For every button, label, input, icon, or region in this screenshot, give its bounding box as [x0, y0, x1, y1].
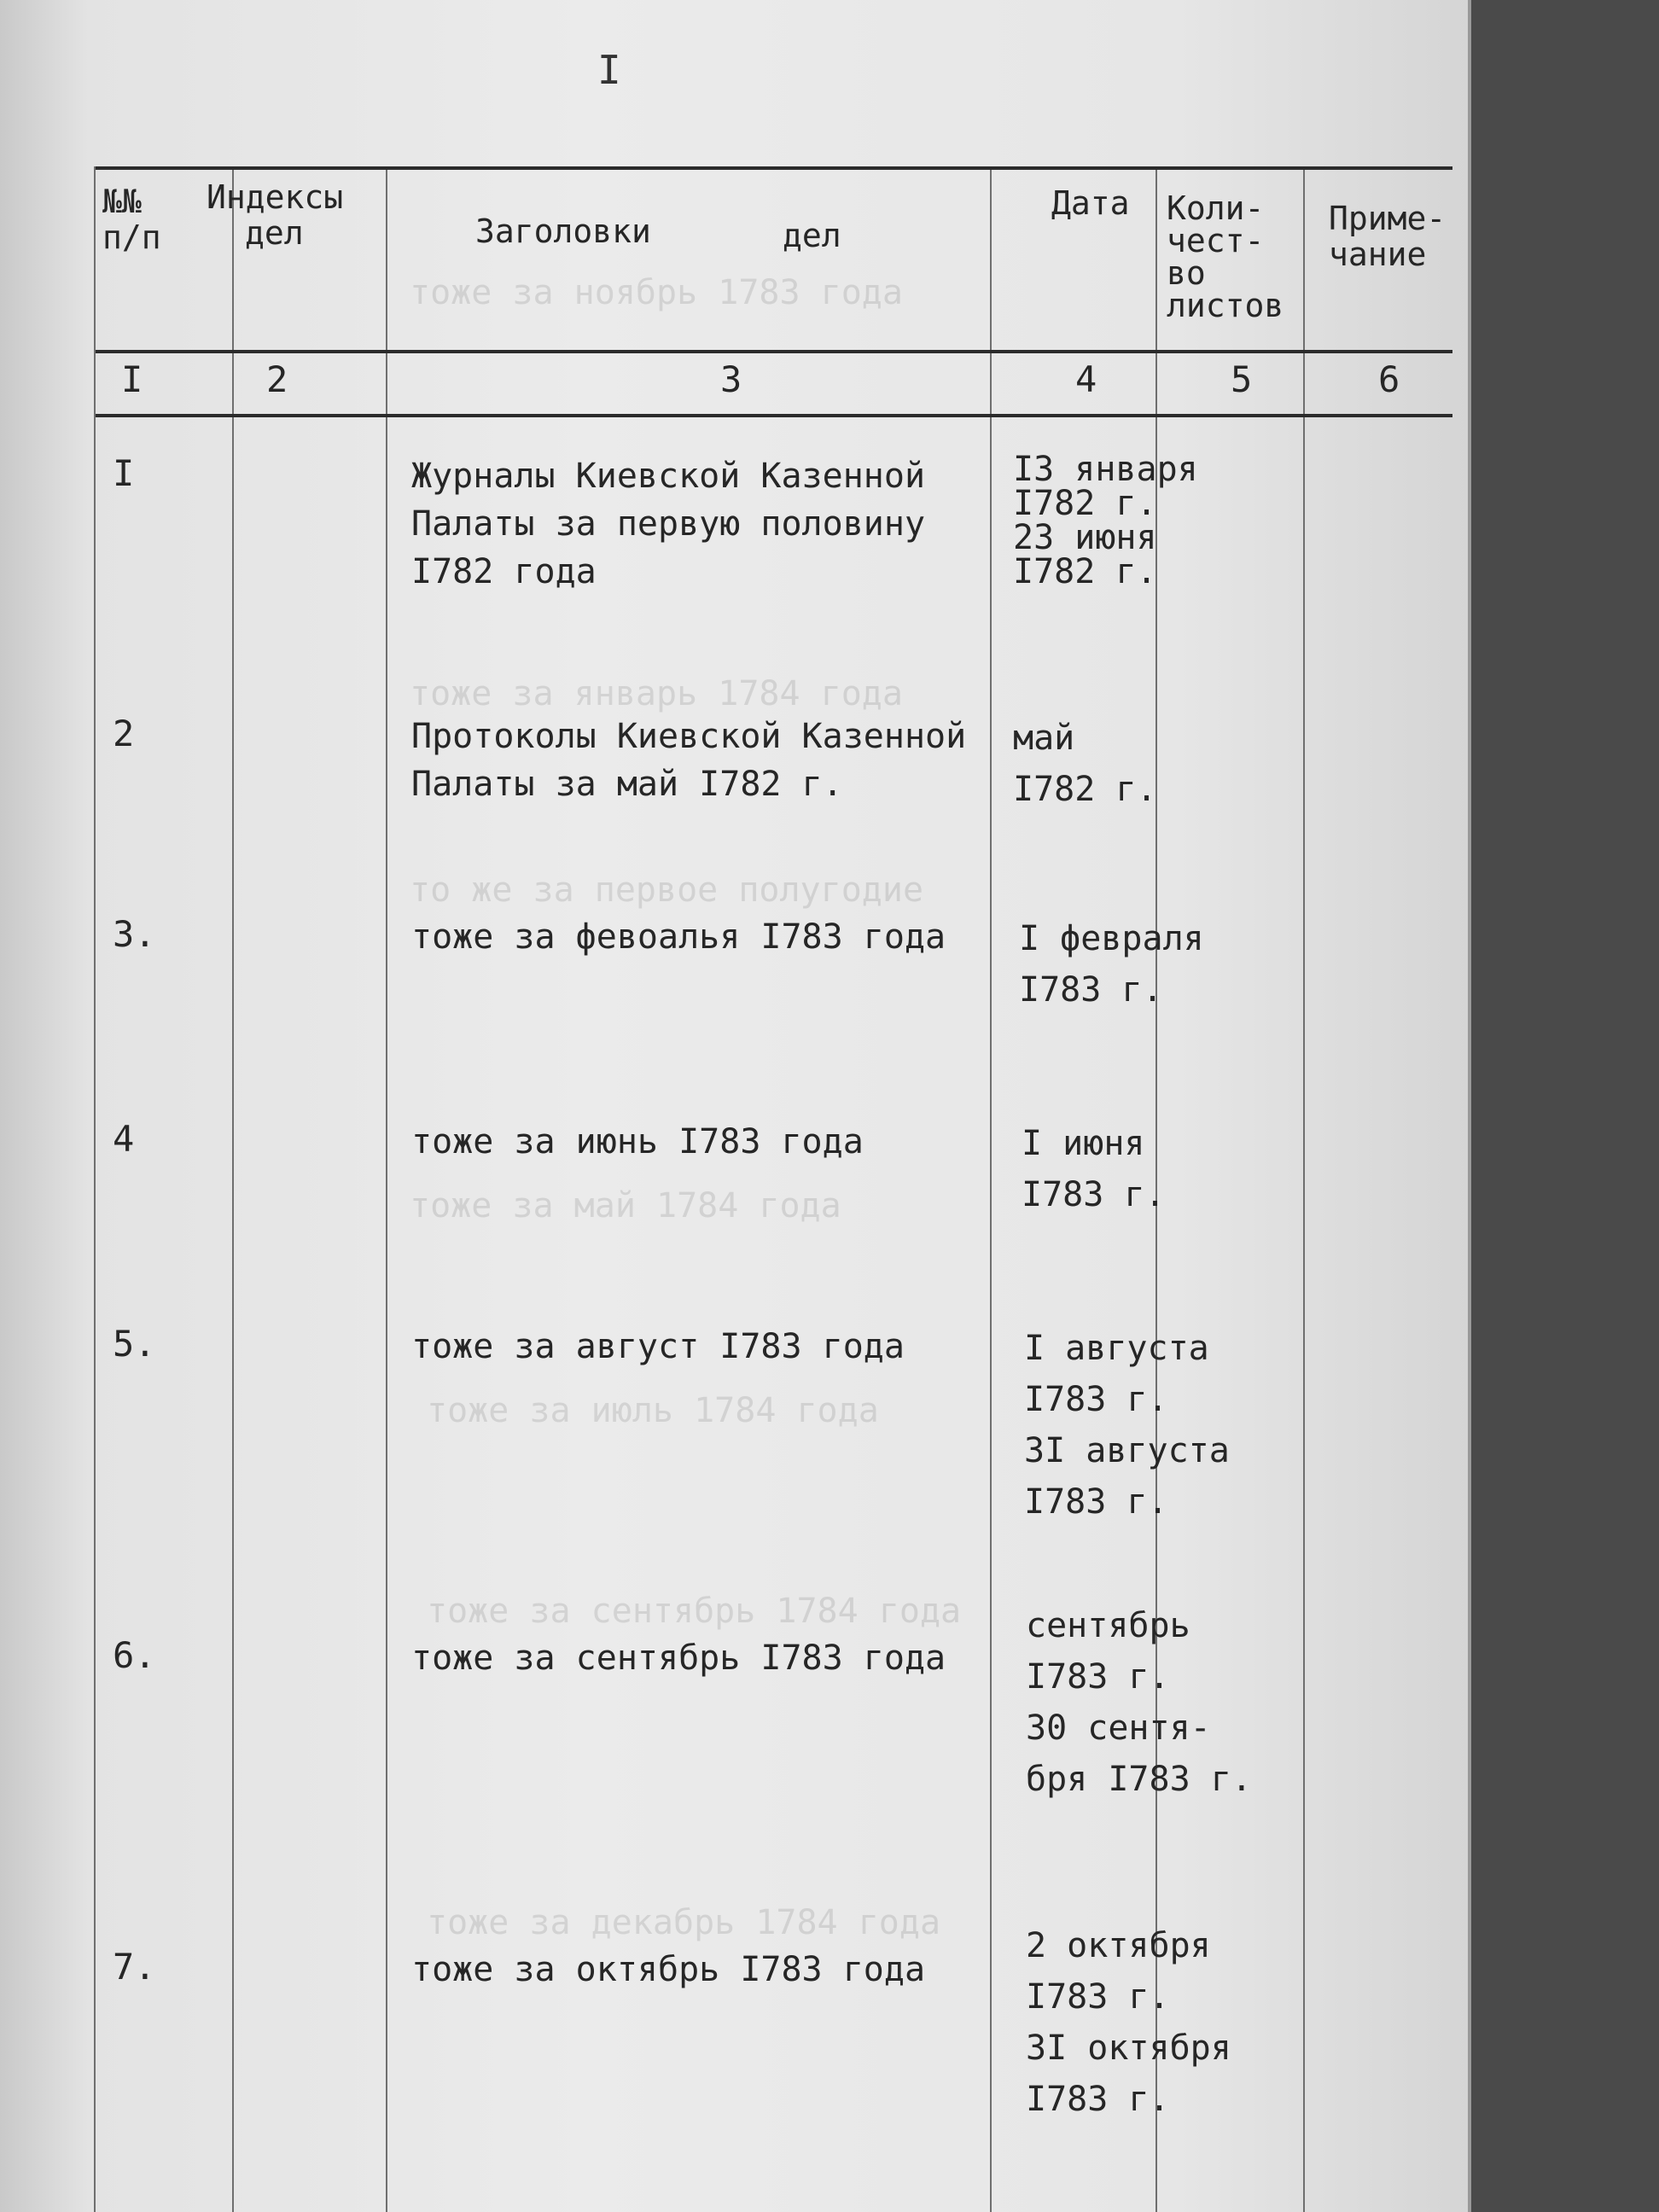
header-title-left: Заголовки: [475, 212, 651, 250]
row-title: Журналы Киевской Казенной Палаты за первую половину I782 года: [411, 457, 926, 591]
row-date: 2 октября I783 г. 3I октября I783 г.: [1026, 1926, 1231, 2119]
bleed-through: то же за первое полугодие: [410, 870, 924, 910]
row-date: I февраля I783 г.: [1019, 919, 1204, 1010]
row-title: тоже за сентябрь I783 года: [411, 1639, 946, 1678]
column-divider: [1303, 166, 1305, 2212]
column-number: 6: [1378, 358, 1400, 400]
header-top-rule: [96, 166, 1452, 170]
row-title: Протоколы Киевской Казенной Палаты за май I782 г.: [411, 717, 967, 804]
row-number: 5.: [113, 1323, 156, 1365]
bleed-through: тоже за май 1784 года: [410, 1186, 841, 1225]
column-divider: [386, 166, 387, 2212]
row-number: 3.: [113, 913, 156, 955]
header-number: №№ п/п: [102, 183, 161, 256]
column-number: 3: [720, 358, 742, 400]
row-title: тоже за июнь I783 года: [411, 1122, 864, 1161]
row-date: I июня I783 г.: [1022, 1124, 1166, 1214]
column-numbers-rule: [96, 414, 1452, 417]
column-number: 4: [1075, 358, 1097, 400]
row-number: 6.: [113, 1634, 156, 1676]
bleed-through: тоже за январь 1784 года: [410, 674, 903, 713]
row-title: тоже за август I783 года: [411, 1327, 905, 1366]
row-number: 7.: [113, 1946, 156, 1988]
row-date: I августа I783 г. 3I августа I783 г.: [1024, 1329, 1230, 1522]
row-number: I: [113, 452, 135, 494]
header-date: Дата: [1051, 184, 1130, 222]
row-date: май I782 г.: [1013, 719, 1157, 809]
bleed-through: тоже за сентябрь 1784 года: [427, 1592, 962, 1631]
page-number: I: [597, 47, 621, 93]
column-number: 2: [266, 358, 288, 400]
column-number: I: [121, 358, 143, 400]
column-number: 5: [1231, 358, 1253, 400]
bleed-through: тоже за ноябрь 1783 года: [410, 273, 903, 312]
column-divider: [232, 166, 234, 2212]
header-note: Приме- чание: [1329, 200, 1447, 273]
bleed-through: тоже за июль 1784 года: [427, 1391, 879, 1430]
row-number: 2: [113, 713, 135, 754]
header-sheet-count: Коли- чест- во листов: [1167, 189, 1284, 324]
row-number: 4: [113, 1118, 135, 1160]
header-bottom-rule: [96, 350, 1452, 353]
inventory-table: [96, 166, 1452, 2212]
header-index: Индексы дел: [207, 178, 344, 252]
row-title: тоже за октябрь I783 года: [411, 1950, 926, 1989]
row-date: сентябрь I783 г. 30 сентя- бря I783 г.: [1026, 1606, 1252, 1799]
bleed-through: тоже за декабрь 1784 года: [427, 1903, 941, 1942]
row-date: I3 января I782 г. 23 июня I782 г.: [1013, 450, 1198, 591]
column-divider: [990, 166, 992, 2212]
row-title: тоже за февоалья I783 года: [411, 917, 946, 957]
column-divider: [94, 166, 96, 2212]
header-title-right: дел: [783, 217, 841, 254]
